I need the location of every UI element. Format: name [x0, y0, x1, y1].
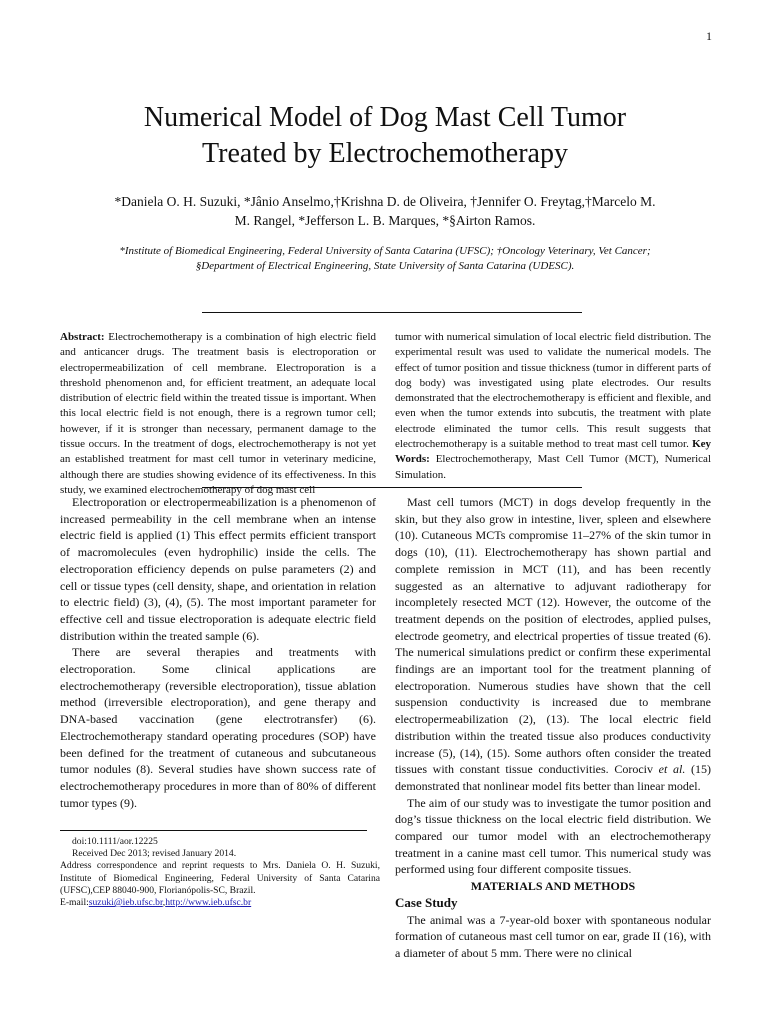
- affiliation-line-1: *Institute of Biomedical Engineering, Federal University of Santa Catarina (UFSC); †Oncology Veterinary, Vet Cancer;: [119, 245, 651, 257]
- footnote: [60, 836, 380, 909]
- authors-line-2: M. Rangel, *Jefferson L. B. Marques, *§Airton Ramos.: [234, 213, 536, 228]
- author-list: [95, 192, 675, 230]
- affiliation-line-2: §Department of Electrical Engineering, State University of Santa Catarina (UDESC).: [195, 260, 575, 272]
- page-number: 1: [706, 29, 712, 43]
- body-right-column: [395, 494, 711, 962]
- abstract-label: Abstract:: [60, 331, 105, 343]
- keywords-text: Electrochemotherapy, Mast Cell Tumor (MCT), Numerical Simulation.: [395, 453, 711, 481]
- mct-paragraph: [395, 494, 711, 795]
- subheading-case-study: Case Study: [395, 894, 458, 910]
- footnote-received: Received Dec 2013; revised January 2014.: [72, 848, 237, 860]
- divider-abstract-end: [202, 487, 582, 488]
- section-heading-materials-methods: MATERIALS AND METHODS: [470, 879, 636, 894]
- footnote-divider: [60, 830, 367, 831]
- intro-paragraph-1: Electroporation or electropermeabilization is a phenomenon of increased permeability in the cell membrane when an intense electric field is applied (1) This effect permits efficient transport of macromolecules (even hydrophilic) inside the cells. The electroporation efficiency depends on pulse parameters (2) and cell or tissue types (cell density, shape, and orientation in relation to electric field) (3), (4), (5). The most important parameter for effective cell and tissue electroporation is adequate electric field distribution within the treated sample (6).: [60, 495, 376, 643]
- keywords-label: Key Words:: [395, 438, 712, 466]
- title-line-1: Numerical Model of Dog Mast Cell Tumor: [143, 102, 627, 133]
- authors-line-1: *Daniela O. H. Suzuki, *Jânio Anselmo,†Krishna D. de Oliveira, †Jennifer O. Freytag,†Marcelo M.: [114, 194, 656, 209]
- paper-title: [60, 100, 710, 172]
- abstract-text-left: Electrochemotherapy is a combination of high electric field and anticancer drugs. The treatment basis is electroporation or electropermeabilization of cell membrane. Electroporation is a threshold phenomenon and, for efficient treatment, an adequate local distribution of electric field within the treated tissue is important. When this local electric field is not enough, there is a regrown tumor cell; however, if it is stronger than necessary, permanent damage to the tissue occurs. In the treatment of dogs, electrochemotherapy is not yet an established treatment for mast cell tumor in veterinary medicine, although there are studies showing evidence of its effectiveness. In this study, we examined electrochemotherapy of dog mast cell: [60, 331, 376, 496]
- et-al-italic: et al.: [658, 762, 686, 777]
- mct-paragraph-text-b: (15) demonstrated that nonlinear model fits better than linear model.: [395, 762, 712, 793]
- email-link[interactable]: suzuki@ieb.ufsc.br: [88, 897, 163, 909]
- case-study-paragraph: The animal was a 7-year-old boxer with spontaneous nodular formation of cutaneous mast cell tumor on ear, grade II (16), with a diameter of about 5 mm. There were no clinical: [395, 912, 711, 960]
- abstract-right-column: [395, 330, 711, 483]
- affiliations: [85, 244, 685, 274]
- title-line-2: Treated by Electrochemotherapy: [202, 138, 568, 169]
- footnote-email-line: [60, 897, 380, 909]
- intro-paragraph-2: There are several therapies and treatments with electroporation. Some clinical applications are electrochemotherapy (reversible electroporation), tissue ablation method (irreversible electroporation), and gene therapy and DNA-based vaccination (gene electrotransfer) (6). Electrochemotherapy standard operating procedures (SOP) have been defined for the treatment of cutaneous and subcutaneous tumor nodules (8). Several studies have shown success rate of electrochemotherapy procedures in more than of 80% of different tumor types (9).: [60, 645, 376, 810]
- mct-paragraph-text-a: Mast cell tumors (MCT) in dogs develop frequently in the skin, but they also grow in intestine, liver, spleen and elsewhere (10). Cutaneous MCTs compromise 11–27% of the skin tumor in dogs (10), (11). Electrochemotherapy has shown partial and complete remission in MCT (11), and has been recently suggested as an alternative to adjuvant radiotherapy for incompletely resected MCT (12). However, the outcome of the treatment depends on the position of electrodes, applied pulses, electrode geometry, and electrical properties of tissue treated (6). The numerical simulations predict or confirm these experimental findings are an important tool for the treatment planning of electroporation. Numerous studies have shown that the cell suspension conductivity is increased due to membrane electropermeabilization (2), (13). The local electric field distribution within the treated tissue also produces conductivity increase (5), (14), (15). Some authors often consider the treated tissues with constant tissue conductivities. Corociv: [395, 495, 711, 777]
- aim-paragraph: The aim of our study was to investigate the tumor position and dog’s tissue thickness on the local electric field distribution. We compared our tumor model with an electrochemotherapy treatment in a canine mast cell tumor. This numerical study was performed using four different composite tissues.: [395, 795, 711, 877]
- divider-top: [202, 312, 582, 313]
- footnote-address: Address correspondence and reprint requests to Mrs. Daniela O. H. Suzuki, Institute of Biomedical Engineering, Federal University of Santa Catarina (UFSC),CEP 88040-900, Florianópolis-SC, Brazil.: [60, 860, 380, 896]
- abstract-text-right: tumor with numerical simulation of local electric field distribution. The experimental result was used to validate the numerical models. The effect of tumor position and tissue thickness (tumor in different parts of dog body) was investigated using plate electrodes. Our results demonstrated that the electrochemotherapy is efficient and flexible, and even when the tumor extends into subcutis, the treatment with plate electrode eliminated the tumor cells. This result suggests that electrochemotherapy is a suitable method to treat mast cell tumor.: [395, 331, 711, 451]
- abstract-left-column: [60, 330, 376, 498]
- link-separator: ,: [162, 897, 166, 909]
- website-link[interactable]: http://www.ieb.ufsc.br: [165, 897, 252, 909]
- footnote-doi: doi:10.1111/aor.12225: [72, 836, 158, 847]
- email-label: E-mail:: [60, 897, 89, 909]
- body-left-column: [60, 494, 376, 811]
